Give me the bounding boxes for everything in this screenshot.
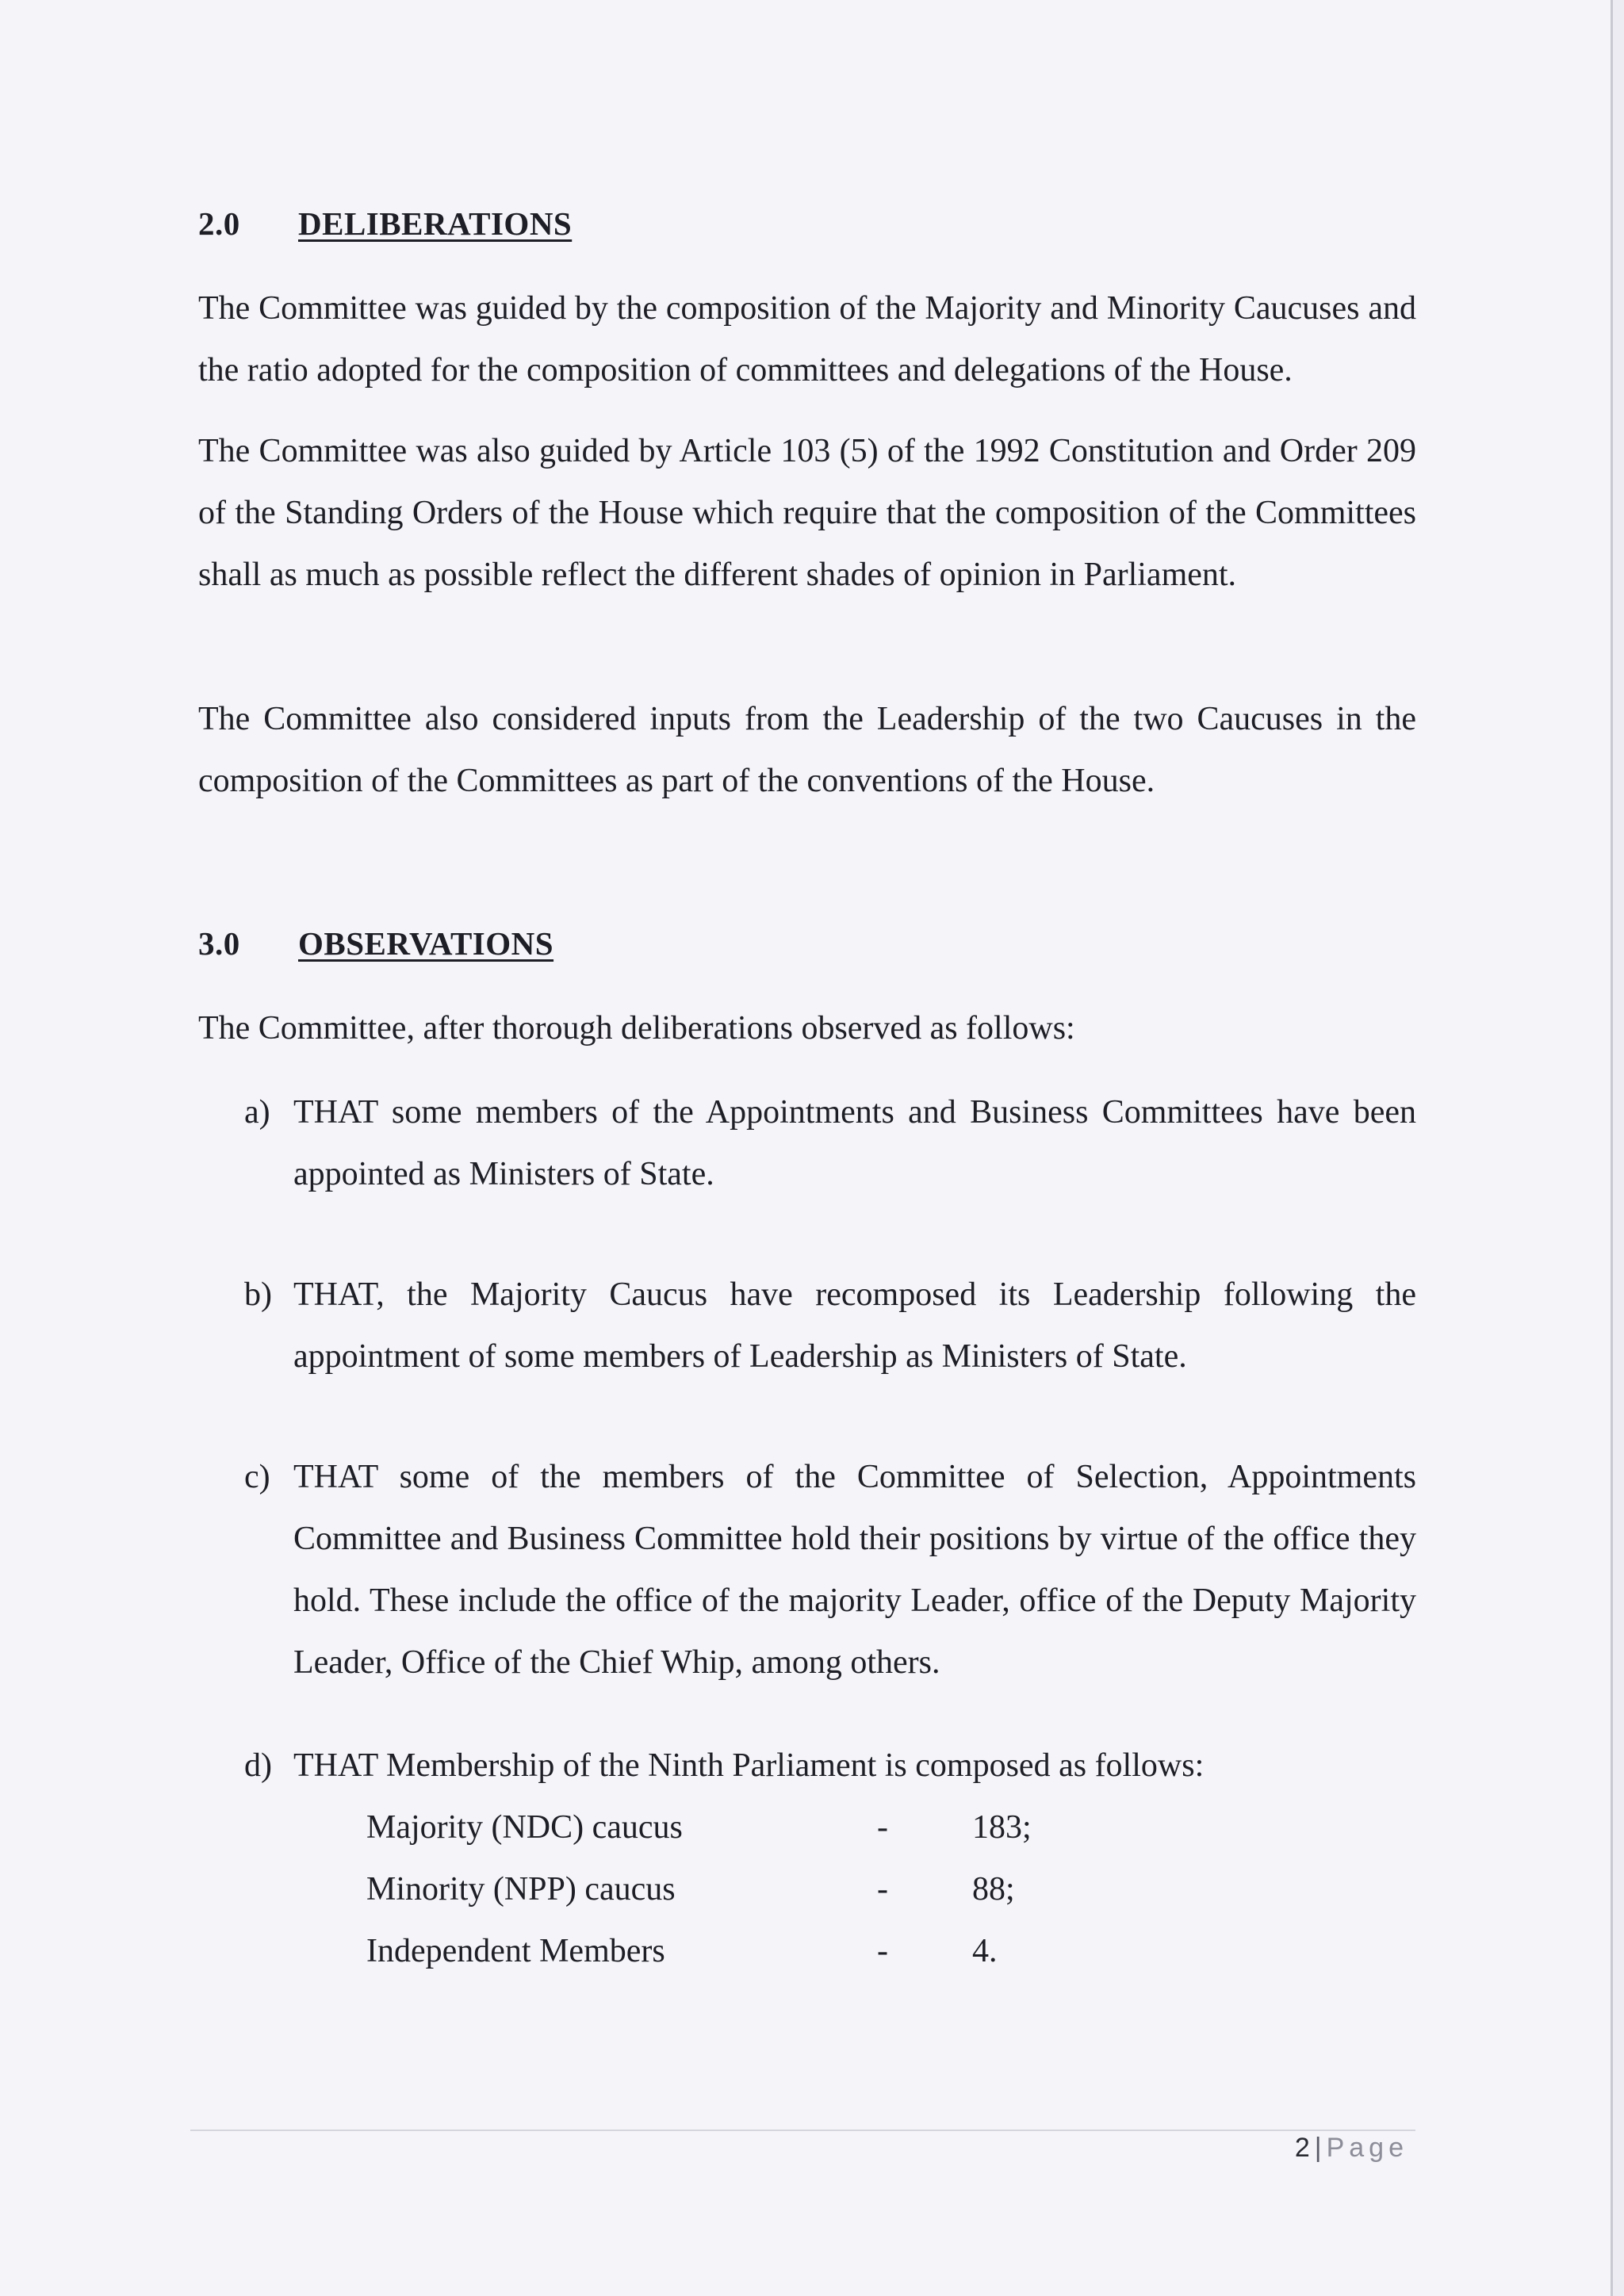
item-label: b) [244, 1276, 272, 1313]
item-text: THAT some of the members of the Committee of Selection, Appointments Committee and Business Committee hold their positions by virtue of the office they hold. These include the office of the majority Leader, office of the Deputy Majority Leader, Office of the Chief Whip, among others. [293, 1459, 1416, 1681]
section-heading-deliberations [198, 205, 572, 243]
observation-item-a [244, 1081, 1416, 1205]
item-text: THAT Membership of the Ninth Parliament is composed as follows: [293, 1747, 1205, 1784]
caucus-name: Majority (NDC) caucus [366, 1809, 683, 1846]
section-number: 3.0 [198, 925, 240, 962]
dash: - [877, 1809, 888, 1846]
observation-item-c [244, 1446, 1416, 1693]
footer-separator: | [1314, 2133, 1322, 2163]
observations-intro: The Committee, after thorough deliberations observed as follows: [198, 1010, 1075, 1047]
page-edge-line [1611, 0, 1613, 2296]
member-count: 4. [972, 1933, 998, 1969]
item-label: c) [244, 1459, 270, 1495]
caucus-name: Independent Members [366, 1933, 665, 1969]
page-footer [1295, 2133, 1408, 2164]
page-edge [1613, 0, 1624, 2296]
observation-item-d [244, 1735, 1416, 1797]
item-label: d) [244, 1747, 272, 1784]
observation-item-b [244, 1264, 1416, 1387]
deliberations-paragraph-1: The Committee was guided by the composition of the Majority and Minority Caucuses and the ratio adopted for the composition of committees and delegations of the House. [198, 290, 1416, 388]
section-number: 2.0 [198, 205, 240, 242]
section-title: OBSERVATIONS [298, 925, 554, 962]
page-word: Page [1326, 2133, 1408, 2163]
footer-divider [190, 2130, 1415, 2131]
dash: - [877, 1933, 888, 1969]
deliberations-paragraph-3: The Committee also considered inputs from the Leadership of the two Caucuses in the composition of the Committees as part of the conventions of the House. [198, 701, 1416, 799]
item-text: THAT some members of the Appointments and Business Committees have been appointed as Ministers of State. [293, 1094, 1416, 1192]
member-count: 183; [972, 1809, 1032, 1846]
page-number: 2 [1294, 2133, 1310, 2163]
member-count: 88; [972, 1871, 1015, 1908]
section-title: DELIBERATIONS [298, 205, 573, 242]
dash: - [877, 1871, 888, 1908]
item-label: a) [244, 1094, 270, 1131]
item-text: THAT, the Majority Caucus have recomposed its Leadership following the appointment of some members of Leadership as Ministers of State. [293, 1276, 1416, 1375]
section-heading-observations [198, 924, 553, 962]
caucus-name: Minority (NPP) caucus [366, 1871, 676, 1908]
deliberations-paragraph-2: The Committee was also guided by Article 103 (5) of the 1992 Constitution and Order 209 of the Standing Orders of the House which require that the composition of the Committees shall as much as possible reflect the different shades of opinion in Parliament. [198, 433, 1416, 593]
